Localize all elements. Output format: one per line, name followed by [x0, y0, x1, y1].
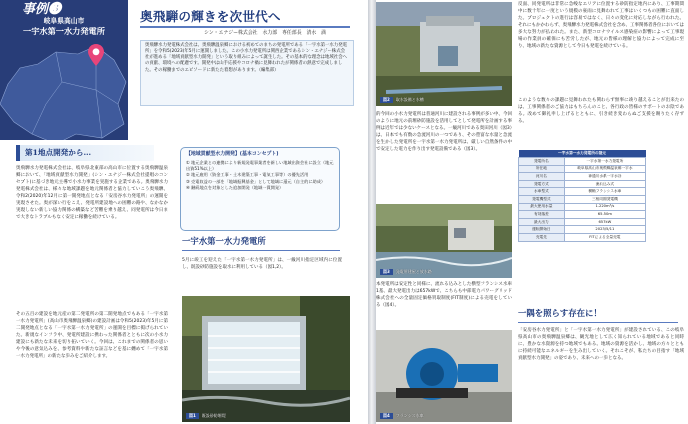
spec-row	[519, 188, 646, 196]
spec-key: 発電機型式	[519, 196, 565, 204]
photo1-caption	[186, 413, 226, 419]
spec-value: FITによる全量売電	[564, 234, 645, 242]
spec-row	[519, 173, 646, 181]
right-col1-bottom-text: 本発電所は安定性と同様に、流れる込みとした横型フランシス水車1基、最大発電出力は657kWで、こちらも中部電力パワーグリッド株式会社への全量固定価格買取制度(FIT制度)による売電をしている（図4）。	[376, 282, 512, 308]
spec-row	[519, 218, 646, 226]
spec-value: 2023/5/11	[564, 226, 645, 234]
photo4-number: 図4	[380, 413, 393, 419]
spec-value: 岐阜県高山市奥飛騨温泉郷一宇水	[564, 165, 645, 173]
sabo-dam-image	[182, 296, 350, 422]
concept-item: ③ 売電収益の一部を「地域振興基金」として地域に還元（自主的に助成）	[186, 178, 326, 184]
spec-value: 65.50m	[564, 211, 645, 219]
spec-key: 所在地	[519, 165, 565, 173]
concept-item: ④ 継続地点を対象とした追加開発（地域一貫開発）	[186, 184, 284, 190]
right-page	[376, 0, 688, 424]
right-col2-bottom-text: このような数々の課題に見舞われたも関わらず無事に竣り越えることが出来たのは、工事関係者のご協力はもちろんのこと、各行政の皆様のサポートのお陰である。改めて御礼申し上げるとともに、引き続き変わらぬご支援を賜りたく存ずる。	[518, 98, 684, 124]
spec-row	[519, 226, 646, 234]
gifu-map-graphic	[0, 34, 128, 140]
photo2-caption-text: 取水設備と水槽	[395, 97, 424, 103]
photo1-number: 図1	[186, 413, 199, 419]
spec-key: 有効落差	[519, 211, 565, 219]
photo4-caption-text: フランシス水車	[395, 413, 424, 419]
section-heading-first-site: 第1地点開発から…	[16, 145, 154, 161]
spec-key: 最大出力	[519, 218, 565, 226]
spec-value: 三相同期発電機	[564, 196, 645, 204]
heading-ichiusui-plant: 一宇水第一水力発電所	[182, 236, 340, 251]
intake-image	[376, 2, 512, 106]
spec-row	[519, 203, 646, 211]
article-title: 奥飛騨の輝きを次世代へ	[140, 9, 281, 24]
right-col2-top-text: 反面、同発電所は非常に急峻なエリアに位置する砂防指定地内にあり、工事期間中に数十年に一度という規模の豪雨に見舞われて工事はいくつもの困難に直面した。プロジェクトの進行は容易ではなく、日々の変化に対応しながら行われた。それにもかかわらず、奥飛騨水力発電株式会社を含め、工事関係者各位においては多大な努力が払われた。また、新型コロナウイルス感染症の影響によって工事現場の作業員の確保にも苦労したが、地元の皆様の理解と協力によって完成に至り、地域の新たな資源として今日も発電を続けている。	[518, 2, 684, 49]
spec-row	[519, 165, 646, 173]
photo3-caption-text: 発電所建屋と放水路	[395, 269, 432, 275]
spec-table	[518, 150, 646, 242]
concept-item: ① 地元企業との連携により新規発電事業者を新しい地域出資会社に設立（地元出資51%以上）	[186, 159, 334, 172]
photo2-number: 図2	[380, 97, 393, 103]
section1-paragraph-2: その五百の建設を地元産の第二発電所の第二開発地点でもある「一宇水第一水力発電所」(高山市奥飛騨温泉郷)の建設計画は令和5(2023)年5月に第二開発地点となる「一宇水第一水力発電所」の運開を目標に掲げられていた。新規なインフラ中、発電所建設に携わった関係者とともに次の小水力建設にも新たな未来を切り拓いていく。今回は、これまでの関係者の思いや今後の意気込みを、参考資料や新たな証言などを基に纏めて「一宇水第一水力発電所」の新たな歩みをご紹介します。	[16, 312, 168, 359]
photo1-caption-text: 既設砂防堰堤	[201, 413, 226, 419]
photo4-caption	[380, 413, 424, 419]
section2-text: 5月に竣工を迎えた「一宇水第一水力発電所」は、一級河川指定区域内に位置し、既設砂防施設を取水に利用している（図1,2）。	[182, 258, 342, 270]
photo2-caption	[380, 97, 424, 103]
spec-row	[519, 234, 646, 242]
spec-title: 一宇水第一水力発電所の諸元	[519, 150, 646, 158]
case-badge	[0, 0, 128, 140]
photo-francis-turbine	[376, 330, 512, 422]
page-gutter	[368, 0, 376, 424]
spec-value: 神通川水系一宇水谷	[564, 173, 645, 181]
concept-item: ② 地元雇用（資金工事・土木建築工事・電気工事等）の優先活用	[186, 172, 309, 178]
section1-paragraph-1: 奥飛騨水力発電株式会社は、岐阜県北東部の高山市に位置する奥飛騨温泉郷において、「地域貢献型水力開発」(シン・エナジー株式会社提唱のコンセプト)に基づき地元主導で小水力事業を実施する企業である。奥飛騨水力発電株式会社は、様々な地域課題を地元関係者と協力していこう奥飛騨、令和2(2020)年12月に第一開発地点となる「安房谷水力発電所」の運開を実現させた。奥が深い行をこえ、発電所建設地への困難の路や、なかなか実現しない新しい協力関係の構築など苦難を乗り越え、同発電所は今日まで大きなトラブルもなく安定に稼働を続けている。	[16, 166, 168, 220]
badge-plant-name: 一宇水第一水力発電所	[23, 26, 105, 36]
heading-light-a-corner: 一隅を照らす存在に！	[518, 308, 678, 323]
photo-sabo-dam	[182, 296, 350, 422]
powerhouse-image	[376, 204, 512, 278]
concept-box	[180, 147, 340, 231]
photo3-caption	[380, 269, 432, 275]
byline: シン・エナジー株式会社 水力部 専任部長 清水 満	[204, 30, 327, 36]
section3-text: 「安房谷水力発電所」と「一宇水第一水力発電所」が建設されている、この岐阜県高山市の奥飛騨温泉郷は、観光地として広く知られている地域であると同時に、豊かな水資源を持つ地域でもある。地域の資源を活かし、地域の方々とともに持続可能なエネルギーを生み出していく。それこそが、私たちの目指す「地域貢献型水力開発」の姿であり、未来への一歩となる。	[518, 328, 684, 361]
spec-key: 発電方式	[519, 180, 565, 188]
right-col1-top-text: 的今回の小水力発電所は普通河川に建設される事例が多い中、今回のように地元の前堰砂防施設を活用してとして発電所を計画する事例は近年では少ないケースとなる。一級河川である奥田河川（図3）は、日本でも有数の急流河川の一つであり、その豊富な水量と急流を生かした発電所を一宇水第一水力発電所は、厳しい自然条件の中で安定した電力を作り出す発電設備である（図3）。	[376, 112, 512, 152]
spec-value: 流れ込み式	[564, 180, 645, 188]
spec-key: 発電所名	[519, 158, 565, 166]
spec-key: 水車型式	[519, 188, 565, 196]
spec-key: 河川名	[519, 173, 565, 181]
spec-row	[519, 180, 646, 188]
spec-row	[519, 211, 646, 219]
photo-intake	[376, 2, 512, 106]
spec-value: 横軸フランシス水車	[564, 188, 645, 196]
lead-box: 奥飛騨水力発電株式会社は、奥飛騨温泉郷における初めてのまちの発電所である「一宇水第一水力発電所」を令和5(2023)年5月に運開しました。この小水力発電所は関西企業であるシン・エナジー株式会社が進める「地域貢献型水力開発」という取り組みによって誕生した。その基本的な理念は地域社会への貢献、環境への配慮です。開発中は山手応援やコロナ禍に見舞われたが関係者の熱意で完成しました。その稼働までのエピソードに新たた着想があります。（編集部）	[140, 40, 354, 106]
spec-row	[519, 158, 646, 166]
spec-key: 運転開始日	[519, 226, 565, 234]
spec-value: 1.220m³/s	[564, 203, 645, 211]
map-pin-icon	[88, 44, 104, 66]
francis-turbine-image	[376, 330, 512, 422]
case-number: 事例❸	[22, 2, 62, 17]
spec-value: 657kW	[564, 218, 645, 226]
spec-row	[519, 196, 646, 204]
spec-key: 売電先	[519, 234, 565, 242]
spec-key: 最大使用水量	[519, 203, 565, 211]
concept-title: 【地域貢献型水力開発】(基本コンセプト)	[186, 151, 279, 157]
photo3-number: 図3	[380, 269, 393, 275]
photo-powerhouse	[376, 204, 512, 278]
badge-city: 岐阜県高山市	[43, 17, 85, 25]
spec-value: 一宇水第一水力発電所	[564, 158, 645, 166]
title-rule	[140, 26, 350, 28]
